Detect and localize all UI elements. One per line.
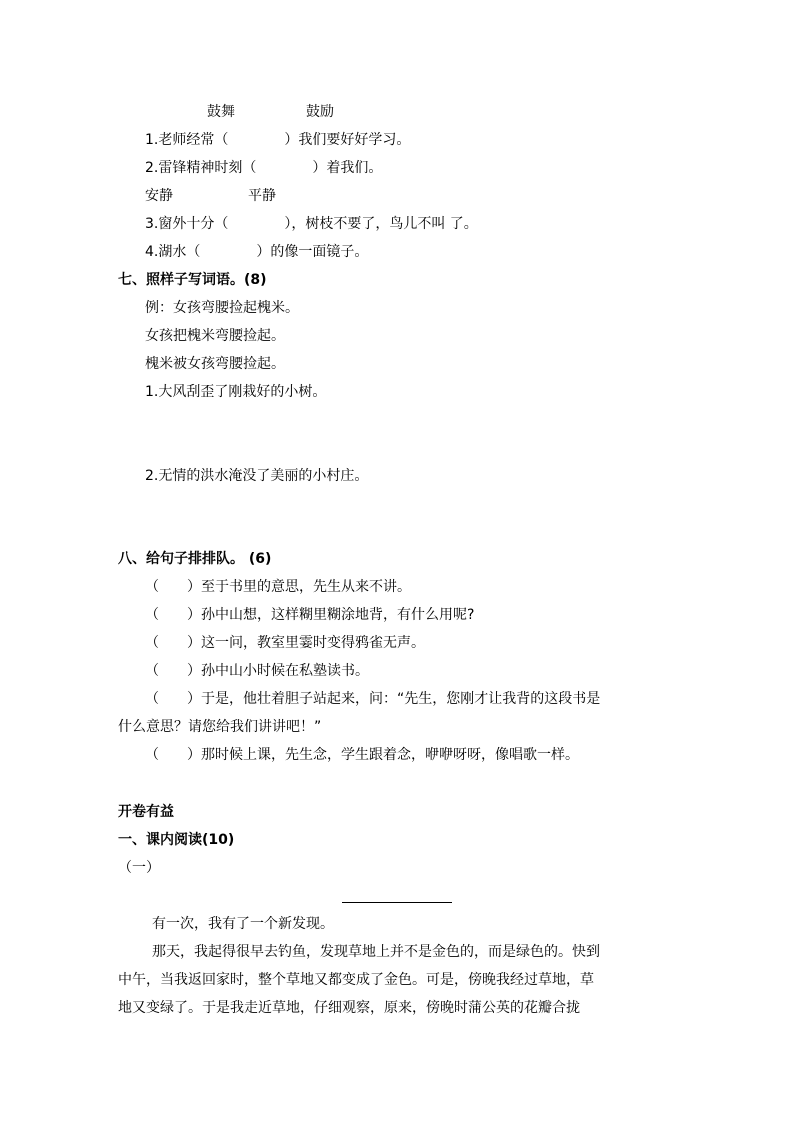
- q6-item-4: 4.湖水（ ）的像一面镜子。: [145, 244, 369, 260]
- q7-heading: 七、照样子写词语。(8): [118, 272, 267, 288]
- passage-line-1: 有一次，我有了一个新发现。: [152, 916, 334, 932]
- passage-line-3: 中午，当我返回家时，整个草地又都变成了金色。可是，傍晚我经过草地，草: [118, 972, 594, 988]
- word-option-pingjing: 平静: [248, 188, 276, 204]
- q6-item-3: 3.窗外十分（ ），树枝不要了，鸟儿不叫 了。: [145, 216, 478, 232]
- q8-item-1: （ ）至于书里的意思，先生从来不讲。: [145, 579, 411, 595]
- q7-item-2: 2.无情的洪水淹没了美丽的小村庄。: [145, 468, 369, 484]
- q8-item-5-cont: 什么意思？请您给我们讲讲吧！”: [118, 719, 322, 735]
- q7-example: 例：女孩弯腰捡起槐米。: [145, 300, 299, 316]
- title-blank-line: [342, 902, 452, 903]
- q8-item-6: （ ）那时候上课，先生念，学生跟着念，咿咿呀呀，像唱歌一样。: [145, 747, 579, 763]
- passage-line-4: 地又变绿了。于是我走近草地，仔细观察，原来，傍晚时蒲公英的花瓣合拢: [118, 1000, 580, 1016]
- q7-example-b: 槐米被女孩弯腰捡起。: [145, 356, 285, 372]
- word-option-guwu: 鼓舞: [207, 104, 235, 120]
- q8-heading: 八、给句子排排队。 (6): [118, 551, 272, 567]
- q6-item-1: 1.老师经常（ ）我们要好好学习。: [145, 132, 411, 148]
- word-option-anjing: 安静: [145, 188, 173, 204]
- reading-heading: 一、课内阅读(10): [118, 832, 235, 848]
- word-option-guli: 鼓励: [306, 104, 334, 120]
- passage-line-2: 那天，我起得很早去钓鱼，发现草地上并不是金色的，而是绿色的。快到: [152, 944, 600, 960]
- q7-item-1: 1.大风刮歪了刚栽好的小树。: [145, 384, 327, 400]
- reading-sub-heading: （一）: [118, 860, 160, 876]
- q6-item-2: 2.雷锋精神时刻（ ）着我们。: [145, 160, 383, 176]
- q8-item-5: （ ）于是，他壮着胆子站起来，问：“先生，您刚才让我背的这段书是: [145, 691, 601, 707]
- q8-item-4: （ ）孙中山小时候在私塾读书。: [145, 663, 369, 679]
- q8-item-2: （ ）孙中山想，这样糊里糊涂地背，有什么用呢?: [145, 607, 475, 623]
- q7-example-a: 女孩把槐米弯腰捡起。: [145, 328, 285, 344]
- section-title: 开卷有益: [118, 804, 174, 820]
- q8-item-3: （ ）这一问，教室里霎时变得鸦雀无声。: [145, 635, 425, 651]
